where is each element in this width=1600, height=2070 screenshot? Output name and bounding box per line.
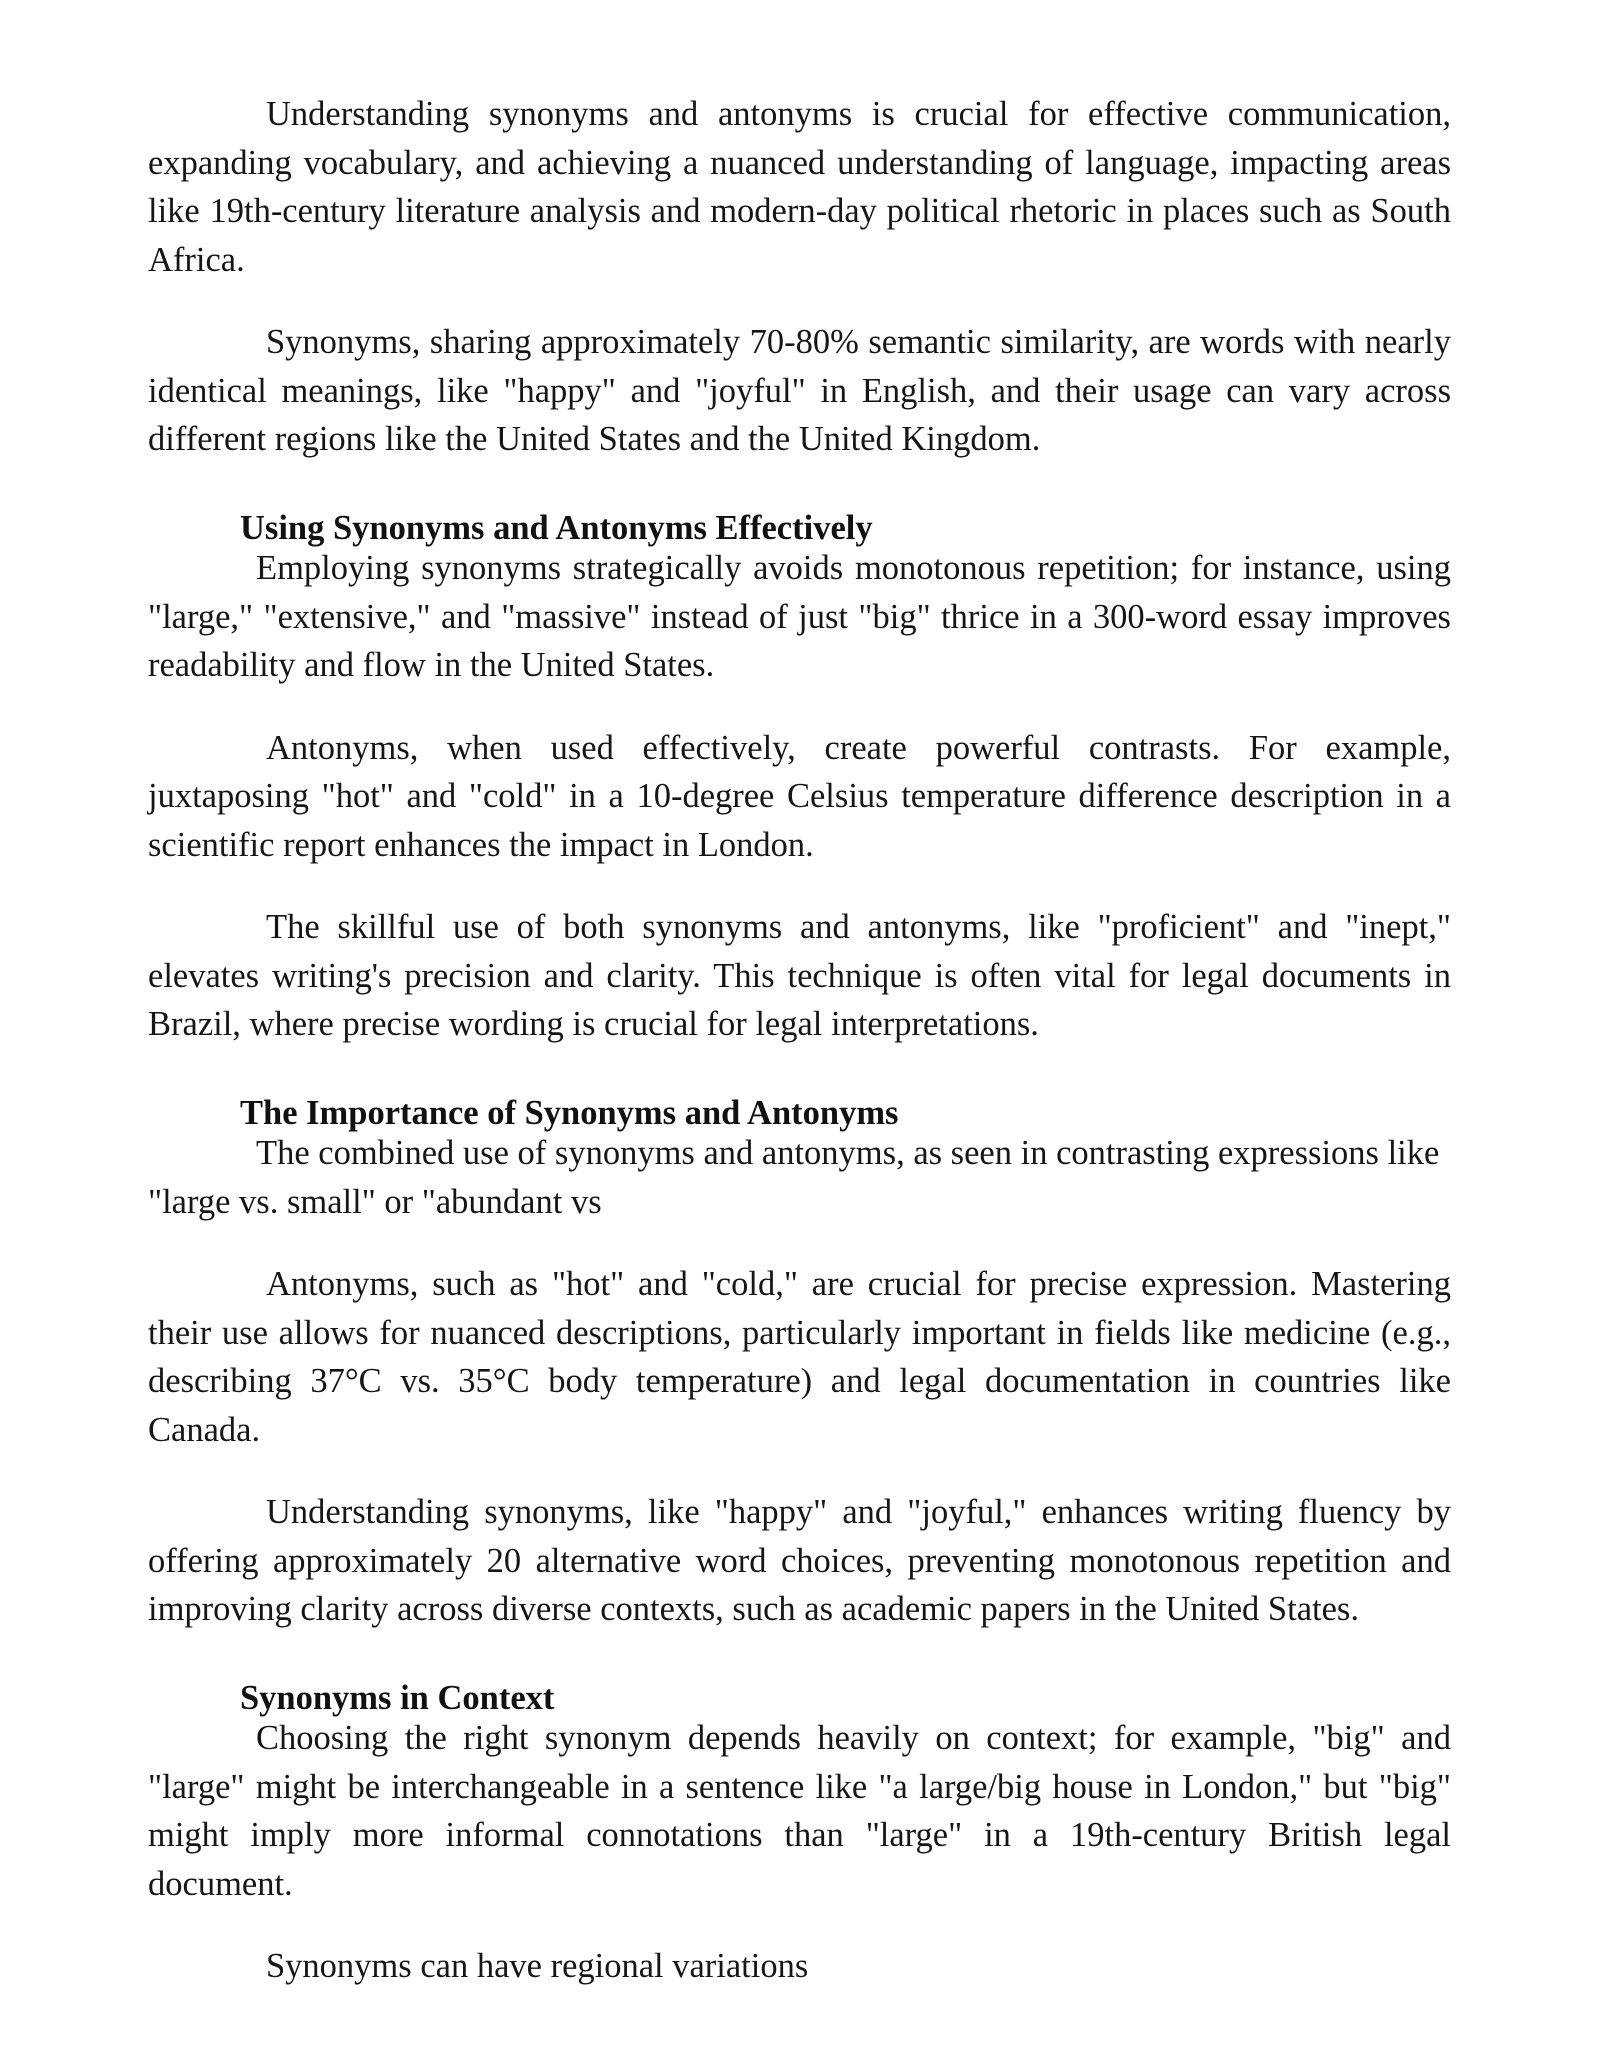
paragraph-regional-variations: Synonyms can have regional variations <box>266 1947 809 1985</box>
paragraph-antonyms-precise: Antonyms, such as "hot" and "cold," are crucial for precise expression. Mastering their use allows for nuanced descriptions, particularly important in fields like medicine (e.g., describing 37°C vs. 35°C body temperature) and legal documentation in countries like Canada. <box>148 1265 1451 1449</box>
document-page <box>148 90 1451 2025</box>
paragraph-synonyms-definition: Synonyms, sharing approximately 70-80% semantic similarity, are words with nearly identical meanings, like "happy" and "joyful" in English, and their usage can vary across different regions like the United States and the United Kingdom. <box>148 323 1451 458</box>
section-heading-synonyms-context: Synonyms in Context <box>240 1678 555 1717</box>
paragraph-choosing-synonym: Choosing the right synonym depends heavily on context; for example, "big" and "large" might be interchangeable in a sentence like "a large/big house in London," but "big" might imply more informal connotations than "large" in a 19th-century British legal document. <box>148 1719 1451 1903</box>
paragraph-antonyms-contrasts: Antonyms, when used effectively, create powerful contrasts. For example, juxtaposing "hot" and "cold" in a 10-degree Celsius temperature difference description in a scientific report enhances the impact in London. <box>148 728 1451 864</box>
paragraph-combined-use: The combined use of synonyms and antonyms, as seen in contrasting expressions like "large vs. small" or "abundant vs <box>148 1134 1440 1221</box>
paragraph-intro: Understanding synonyms and antonyms is crucial for effective communication, expanding vocabulary, and achieving a nuanced understanding of language, impacting areas like 19th-century literature analysis and modern-day political rhetoric in places such as South Africa. <box>148 95 1451 279</box>
section-heading-importance: The Importance of Synonyms and Antonyms <box>240 1093 899 1132</box>
paragraph-employing-synonyms: Employing synonyms strategically avoids monotonous repetition; for instance, using "large," "extensive," and "massive" instead of just "big" thrice in a 300-word essay improves readability and flow in the United States. <box>148 549 1451 684</box>
paragraph-understanding-synonyms: Understanding synonyms, like "happy" and "joyful," enhances writing fluency by offering approximately 20 alternative word choices, preventing monotonous repetition and improving clarity across diverse contexts, such as academic papers in the United States. <box>148 1493 1451 1628</box>
section-heading-using-effectively: Using Synonyms and Antonyms Effectively <box>240 508 873 547</box>
paragraph-skillful-use: The skillful use of both synonyms and antonyms, like "proficient" and "inept," elevates writing's precision and clarity. This technique is often vital for legal documents in Brazil, where precise wording is crucial for legal interpretations. <box>148 908 1451 1043</box>
